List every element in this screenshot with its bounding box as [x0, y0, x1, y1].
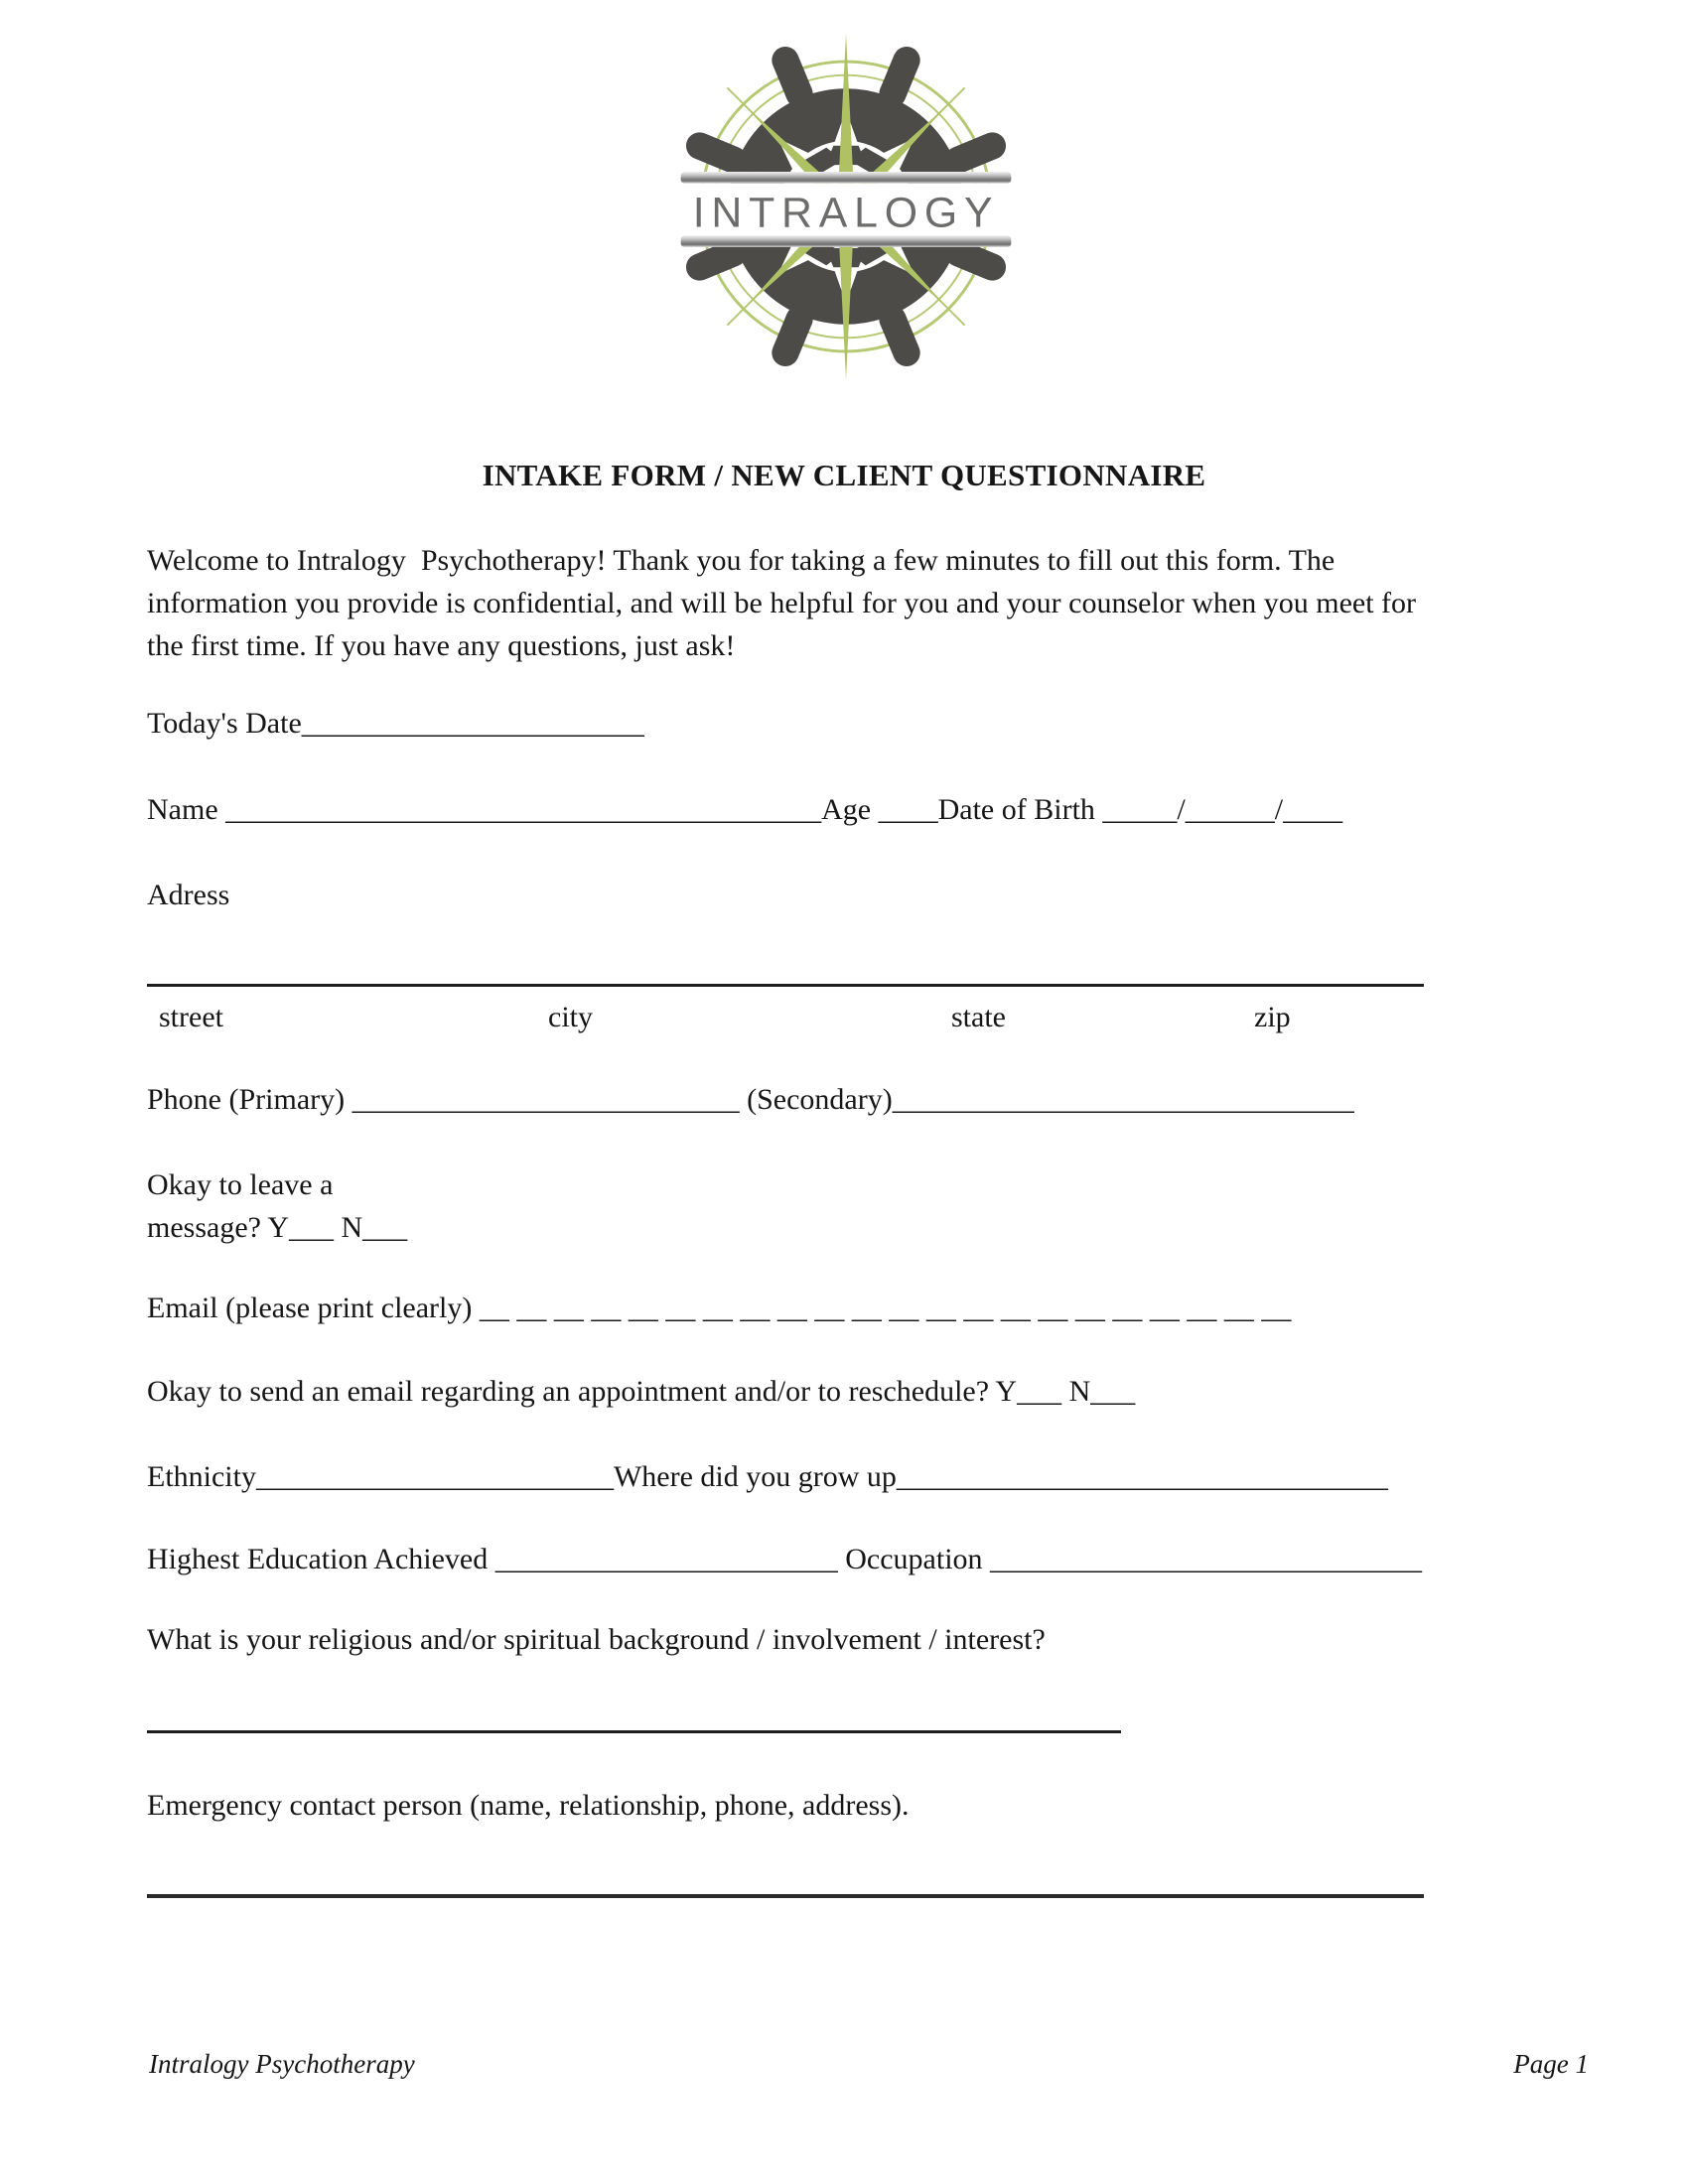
- todays-date-field: Today's Date_______________________: [147, 707, 644, 740]
- footer-page-number: Page 1: [1513, 2049, 1589, 2079]
- religion-question: What is your religious and/or spiritual background / involvement / interest?: [147, 1623, 1046, 1656]
- intro-paragraph: [147, 539, 1557, 667]
- form-title: INTAKE FORM / NEW CLIENT QUESTIONNAIRE: [482, 458, 1206, 492]
- intro-line-2: information you provide is confidential, and will be helpful for you and your counselor when you meet for: [147, 587, 1417, 619]
- religion-answer-line: [147, 1730, 1121, 1733]
- footer-brand: Intralogy Psychotherapy: [149, 2049, 415, 2079]
- email-field: Email (please print clearly) __ __ __ __ __ __ __ __ __ __ __ __ __ __ __ __ __ __ __ __ __ __: [147, 1292, 1292, 1324]
- intro-line-3: the first time. If you have any questions, just ask!: [147, 629, 736, 662]
- logo-banner: [667, 172, 1025, 247]
- metal-bar-top: [681, 172, 1012, 184]
- brand-wordmark: INTRALOGY: [692, 189, 1000, 237]
- okay-message-line-1: Okay to leave a: [147, 1168, 334, 1201]
- address-label: Adress: [147, 879, 230, 911]
- city-label: city: [548, 1001, 593, 1033]
- education-occupation-field: Highest Education Achieved _______________________ Occupation _____________________________: [147, 1543, 1423, 1575]
- address-fill-line: [147, 984, 1424, 987]
- phone-field: Phone (Primary) __________________________ (Secondary)_______________________________: [147, 1083, 1354, 1116]
- okay-message-line-2: message? Y___ N___: [147, 1211, 408, 1244]
- ship-wheel-compass-icon: [667, 28, 1025, 385]
- name-age-dob-field: Name ________________________________________Age ____Date of Birth _____/______/____: [147, 793, 1343, 826]
- emergency-answer-line: [147, 1894, 1424, 1898]
- intralogy-logo: [667, 28, 1025, 385]
- state-label: state: [951, 1001, 1006, 1033]
- street-label: street: [159, 1001, 223, 1033]
- ethnicity-growup-field: Ethnicity________________________Where did you grow up_________________________________: [147, 1460, 1388, 1493]
- okay-email-field: Okay to send an email regarding an appointment and/or to reschedule? Y___ N___: [147, 1375, 1136, 1408]
- emergency-contact-label: Emergency contact person (name, relationship, phone, address).: [147, 1789, 910, 1822]
- zip-label: zip: [1254, 1001, 1291, 1033]
- intro-line-1: Welcome to Intralogy Psychotherapy! Thank you for taking a few minutes to fill out this form. The: [147, 544, 1336, 577]
- metal-bar-bottom: [681, 235, 1012, 247]
